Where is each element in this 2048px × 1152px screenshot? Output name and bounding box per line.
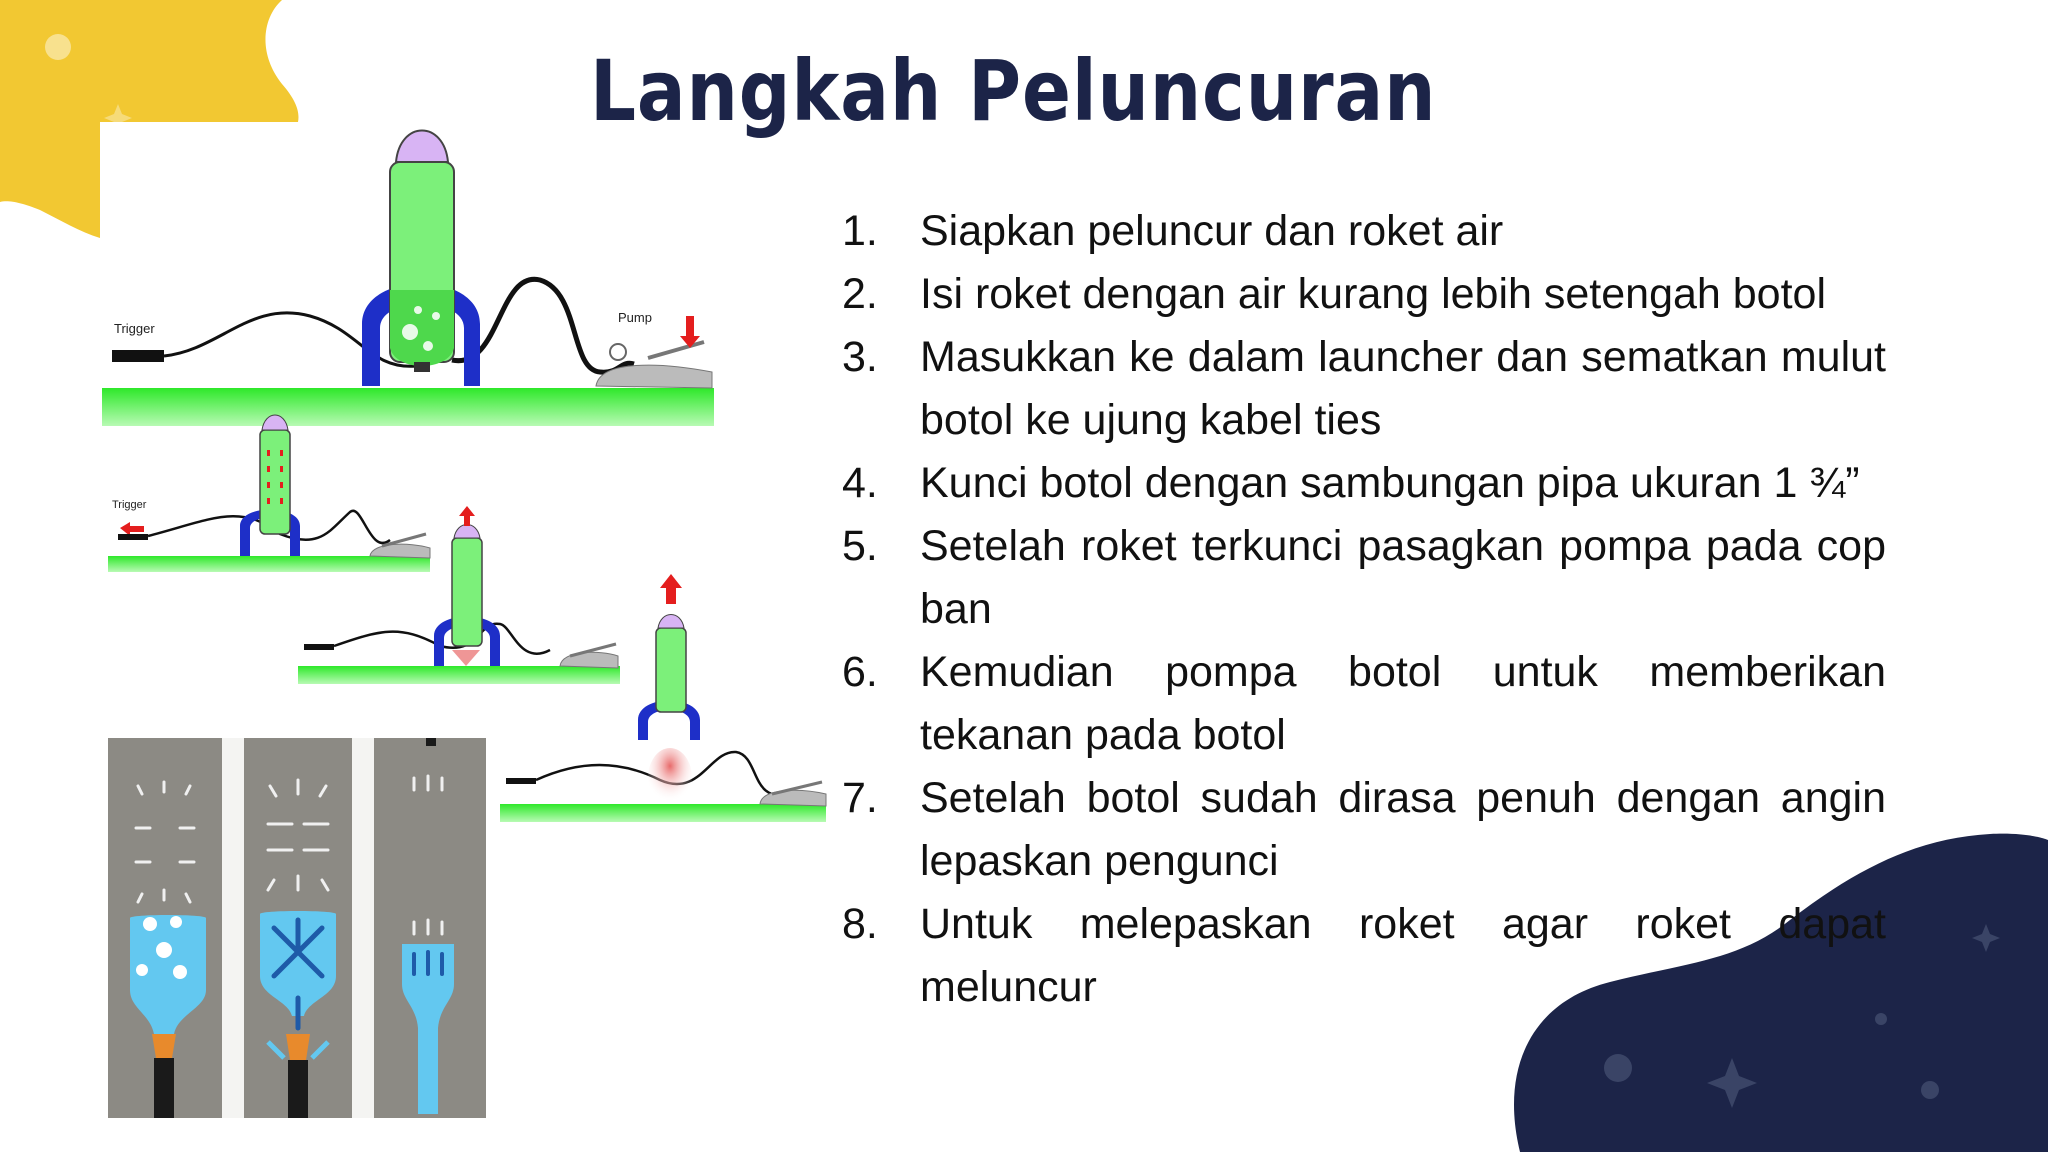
step-number: 6. (842, 648, 878, 696)
step-number: 2. (842, 270, 878, 318)
trigger-label-small: Trigger (112, 499, 147, 511)
list-item (842, 515, 1886, 641)
step-text: Isi roket dengan air kurang lebih setengah botol (920, 270, 1827, 318)
step-text: Kunci botol dengan sambungan pipa ukuran 1 ¾” (920, 459, 1860, 507)
arrow-left-icon (120, 522, 144, 536)
launch-steps-list (842, 200, 1886, 1019)
list-item (842, 893, 1886, 1019)
step-text: Masukkan ke dalam launcher dan sematkan mulut botol ke ujung kabel ties (920, 333, 1886, 444)
pump-label: Pump (618, 310, 652, 325)
list-item (842, 767, 1886, 893)
trigger-label: Trigger (114, 321, 155, 336)
step-text: Setelah roket terkunci pasagkan pompa pada cop ban (920, 522, 1886, 633)
list-item (842, 326, 1886, 452)
step-number: 1. (842, 207, 878, 255)
list-item (842, 452, 1886, 515)
step-number: 4. (842, 459, 878, 507)
step-text: Siapkan peluncur dan roket air (920, 207, 1504, 255)
rocket-icon (390, 131, 454, 373)
list-item (842, 263, 1886, 326)
step-text: Setelah botol sudah dirasa penuh dengan angin lepaskan pengunci (920, 774, 1886, 885)
arrow-up-icon (660, 574, 682, 604)
launch-stage-2 (108, 415, 430, 572)
page-title: Langkah Peluncuran (590, 42, 1437, 140)
launch-stage-1 (102, 131, 714, 427)
step-number: 3. (842, 333, 878, 381)
rocket-launch-diagram (100, 110, 830, 830)
step-text: Untuk melepaskan roket agar roket dapat meluncur (920, 900, 1886, 1011)
step-number: 8. (842, 900, 878, 948)
launch-stage-3 (298, 506, 620, 684)
step-text: Kemudian pompa botol untuk memberikan tekanan pada botol (920, 648, 1886, 759)
pump-icon (596, 310, 712, 388)
arrow-up-icon (459, 506, 475, 526)
step-number: 5. (842, 522, 878, 570)
list-item (842, 641, 1886, 767)
launch-stage-4 (500, 574, 826, 822)
list-item (842, 200, 1886, 263)
nozzle-stages-photo (108, 738, 486, 1118)
step-number: 7. (842, 774, 878, 822)
